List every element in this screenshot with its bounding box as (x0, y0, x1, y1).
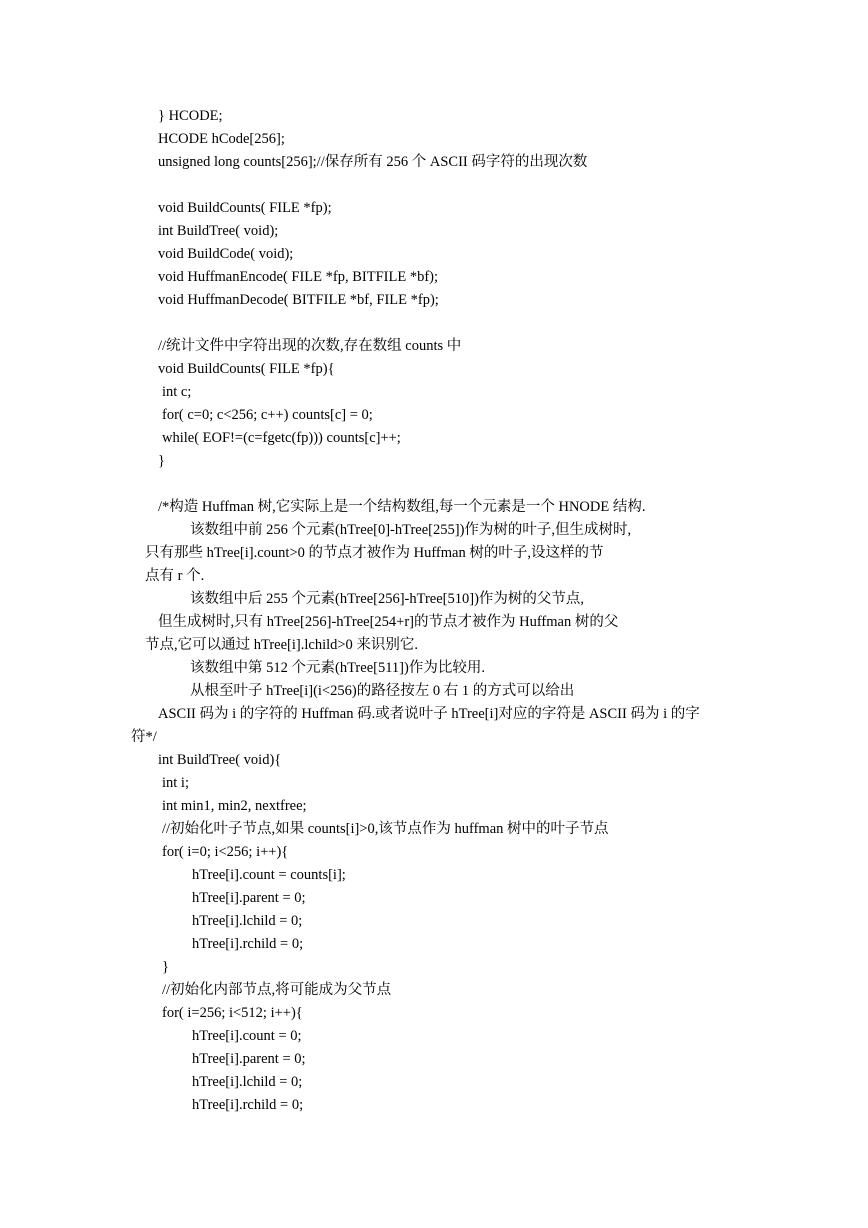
code-line: } (162, 959, 169, 975)
code-line: void HuffmanEncode( FILE *fp, BITFILE *bf); (158, 269, 439, 285)
code-line: HCODE hCode[256]; (158, 131, 285, 147)
comment-line: /*构造 Huffman 树,它实际上是一个结构数组,每一个元素是一个 HNODE 结构. (158, 499, 646, 515)
comment-line: ASCII 码为 i 的字符的 Huffman 码.或者说叶子 hTree[i]对应的字符是 ASCII 码为 i 的字 (158, 706, 700, 722)
code-line: for( c=0; c<256; c++) counts[c] = 0; (162, 407, 373, 423)
comment-line: 从根至叶子 hTree[i](i<256)的路径按左 0 右 1 的方式可以给出 (190, 683, 575, 699)
code-line: void HuffmanDecode( BITFILE *bf, FILE *fp); (158, 292, 439, 308)
code-line: int min1, min2, nextfree; (162, 798, 307, 814)
code-line: hTree[i].rchild = 0; (192, 936, 304, 952)
code-line: hTree[i].rchild = 0; (192, 1097, 304, 1113)
code-line: } HCODE; (158, 108, 223, 124)
code-line: unsigned long counts[256];//保存所有 256 个 ASCII 码字符的出现次数 (158, 154, 588, 170)
code-line: for( i=0; i<256; i++){ (162, 844, 289, 860)
code-line: int BuildTree( void); (158, 223, 279, 239)
comment-line: //初始化内部节点,将可能成为父节点 (162, 982, 392, 998)
code-line: hTree[i].lchild = 0; (192, 1074, 303, 1090)
code-line: } (158, 453, 165, 469)
code-line: int i; (162, 775, 189, 791)
comment-line: 点有 r 个. (145, 568, 205, 584)
code-line: void BuildCode( void); (158, 246, 294, 262)
comment-line: 该数组中第 512 个元素(hTree[511])作为比较用. (190, 660, 485, 676)
comment-line: 只有那些 hTree[i].count>0 的节点才被作为 Huffman 树的叶子,设这样的节 (145, 545, 604, 561)
code-line: for( i=256; i<512; i++){ (162, 1005, 303, 1021)
code-line: hTree[i].lchild = 0; (192, 913, 303, 929)
code-line: void BuildCounts( FILE *fp); (158, 200, 332, 216)
code-line: while( EOF!=(c=fgetc(fp))) counts[c]++; (162, 430, 401, 446)
comment-line: 该数组中后 255 个元素(hTree[256]-hTree[510])作为树的父节点, (190, 591, 585, 607)
code-line: int c; (162, 384, 192, 400)
code-line: int BuildTree( void){ (158, 752, 282, 768)
comment-line: 节点,它可以通过 hTree[i].lchild>0 来识别它. (145, 637, 419, 653)
comment-line: //统计文件中字符出现的次数,存在数组 counts 中 (158, 338, 462, 354)
code-line: hTree[i].parent = 0; (192, 890, 306, 906)
code-line: void BuildCounts( FILE *fp){ (158, 361, 335, 377)
code-line: hTree[i].parent = 0; (192, 1051, 306, 1067)
comment-line: //初始化叶子节点,如果 counts[i]>0,该节点作为 huffman 树中的叶子节点 (162, 821, 609, 837)
comment-line: 符*/ (131, 729, 157, 745)
code-line: hTree[i].count = counts[i]; (192, 867, 346, 883)
comment-line: 该数组中前 256 个元素(hTree[0]-hTree[255])作为树的叶子,但生成树时, (190, 522, 632, 538)
comment-line: 但生成树时,只有 hTree[256]-hTree[254+r]的节点才被作为 Huffman 树的父 (158, 614, 619, 630)
code-line: hTree[i].count = 0; (192, 1028, 302, 1044)
